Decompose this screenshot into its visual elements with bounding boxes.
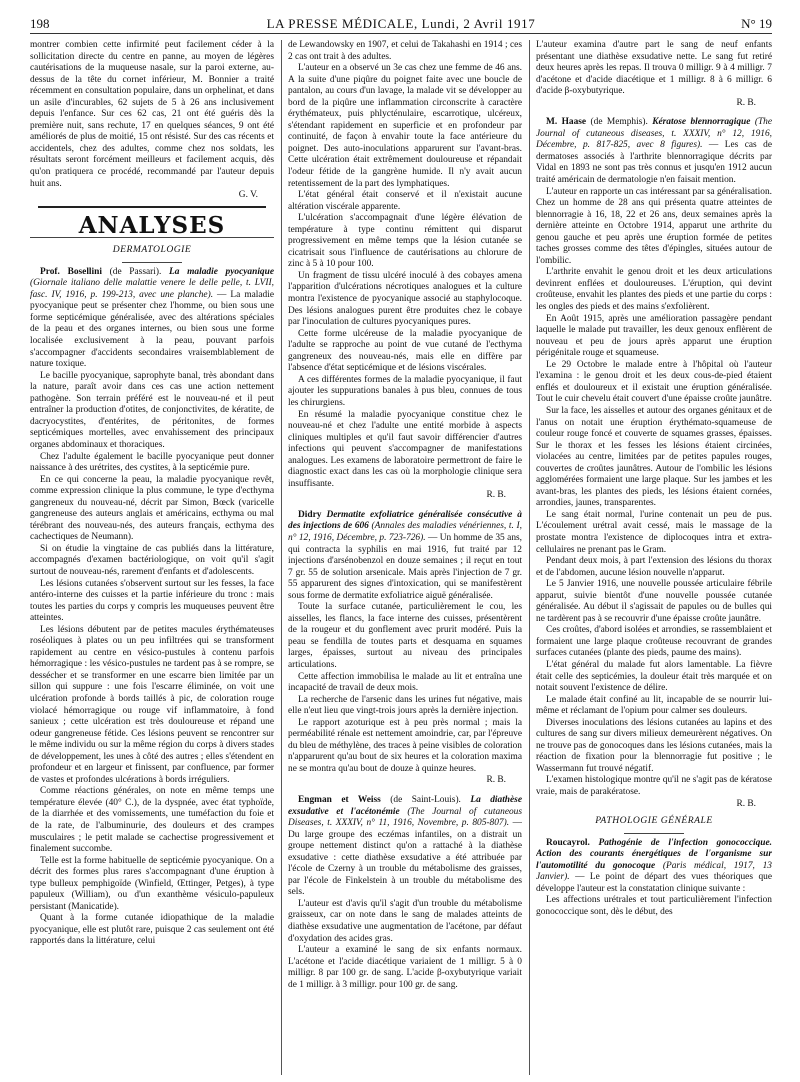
paragraph: L'examen histologique montre qu'il ne s'agit pas de kératose vraie, mais de parakératose. — [536, 775, 772, 797]
column-divider-1 — [281, 40, 282, 1075]
paragraph: Les lésions cutanées s'observent surtout sur les fesses, la face antéro-interne des cuisses et la partie inférieure du tronc : mais toutes les parties du corps y compris les muqueuses peuvent être atteintes. — [30, 578, 274, 624]
paragraph: Les affections urétrales et tout particulièrement l'infection gonococcique sont, dès le début, des — [536, 895, 772, 917]
abstract-text: — Les cas de dermatoses associés à l'arthrite blennorragique décrits par Vidal en 1893 ne sont pas très connus et jusqu'en 1912 aucun traité américain de dermatologie n'en faisait mention. — [536, 140, 772, 186]
reference: (Paris médical, 1917, 13 Janvier). — [536, 860, 772, 883]
paragraph: Sur la face, les aisselles et autour des organes génitaux et de l'anus on notait une éruption érythémato-squameuse de couleur rouge foncé et couverte de squames grasses, épaisses. Sur le thorax et les fesses les lésions étaient circinées, violacées au centre, limitées par de petites papules rouges, couvertes de croûtes jaunâtres. Autour de l'ombilic les lésions agglomérées formaient une large plaque. Sur les jambes et les avant-bras, les plantes des pieds, les lésions étaient cornées, arrondies, jaunes, transparentes. — [536, 405, 772, 509]
column-divider-2 — [529, 40, 530, 1075]
subsection-dermatologie: DERMATOLOGIE — [112, 244, 192, 256]
article-title: La diathèse exsudative et l'acétonémie — [288, 795, 522, 817]
paragraph: Le 5 Janvier 1916, une nouvelle poussée articulaire fébrile apparut, suivie bientôt d'une nouvelle poussée cutanée généralisée. Au début il s'agissait de papules ou de bulles qui ne tardèrent pas à se recouvrir d'une épaisse croûte jaunâtre. — [536, 579, 772, 624]
paragraph: Le bacille pyocyanique, saprophyte banal, très abondant dans la nature, paraît avoir dans ces cas une action nettement pathogène. Son terrain préféré est le nouveau-né et il peut entraîner la production d'otites, de conjonctivites, de kératite, de dacryocystites, d'entérites, de péritonites, de formes septicémiques mortelles, avec envahissement des principaux organes abdominaux et thoraciques. — [30, 370, 274, 450]
paragraph: La recherche de l'arsenic dans les urines fut négative, mais elle n'eut lieu que vingt-trois jours après la dernière injection. — [288, 694, 522, 717]
journal-title: LA PRESSE MÉDICALE, Lundi, 2 Avril 1917 — [266, 16, 536, 31]
paragraph: Le malade était confiné au lit, incapable de se nourrir lui-même et réclamant de l'opium pour calmer ses douleurs. — [536, 694, 772, 717]
paragraph: Comme réactions générales, on note en même temps une température élevée (40° C.), de la dyspnée, avec état typhoïde, de la diarrhée et des vomissements, une tuméfaction du foie et de la rate, de l'albuminurie, des douleurs et des crampes musculaires ; le petit malade se cachectise progressivement et finalement succombe. — [30, 786, 274, 855]
paragraph: Un fragment de tissu ulcéré inoculé à des cobayes amena l'apparition d'ulcérations nécrotiques analogues et la culture montra l'existence de pyocyanique associé au staphylocoque. Des lésions analogues purent être produites chez le cobaye par l'inoculation de cultures pyocyaniques pures. — [288, 270, 522, 328]
header-rule — [30, 33, 772, 34]
signature: R. B. — [486, 775, 506, 786]
signature: R. B. — [736, 97, 756, 108]
column-2 — [288, 40, 522, 1078]
column-3 — [536, 40, 772, 1078]
abstract-text: — Du large groupe des eczémas infantiles, on a distrait un groupe nettement distinct qu'on a rattaché à la diathèse exsudative : cette diathèse exsudative a été attribuée par l'école de Czerny à un trouble du métabolisme des graisses, par l'école de Finkelstein à un trouble du métabolisme des sels. — [288, 818, 522, 898]
paragraph: Quant à la forme cutanée idiopathique de la maladie pyocyanique, elle est plutôt rare, puisque 2 cas seulement ont été rapportés dans la littérature, celui — [30, 913, 274, 947]
abstract-text: — Un homme de 35 ans, qui contracta la syphilis en mai 1916, fut traité par 12 injections d'arsénobenzol en douze semaines ; il reçut en tout 7 gr. 55 de solution arsenicale. Mais après l'injection de 7 gr. 55 apparurent des signes d'intoxication, qui se manifestèrent sous forme de dermatite exfoliatrice aiguë généralisée. — [288, 532, 522, 601]
paragraph: Cette affection immobilisa le malade au lit et entraîna une incapacité de travail de deux mois. — [288, 671, 522, 694]
article-title: La maladie pyocyanique — [169, 266, 274, 277]
intro-paragraph: montrer combien cette infirmité peut facilement céder à la sollicitation directe du centre en panne, au moyen de légères cautérisations de la muqueuse nasale, sur la paroi externe, au-dessus de la tête du cornet inférieur, M. Bonnier a traité récemment en consultation populaire, dans un orphelinat, et dans un asile d'incurables, 62 sujets de 5 à 26 ans inclusivement depuis l'enfance. Sur ces 62 cas, 21 ont été guéris dès la première nuit, sans rechute, 17 en quelques séances, 9 ont été améliorés de plus de moitié, 15 ont résisté. Sur des cas récents et accidentels, chez des adultes, comme chez nos soldats, les résultats seront forcément meilleurs et facilement acquis, dès qu'on pratiquera ce procédé, recommandé par l'auteur depuis huit ans. — [30, 40, 274, 189]
signature: G. V. — [238, 190, 258, 201]
paragraph: Pendant deux mois, à part l'extension des lésions du thorax et de l'abdomen, aucune lésion nouvelle n'apparut. — [536, 556, 772, 578]
paragraph: En résumé la maladie pyocyanique constitue chez le nouveau-né et chez l'adulte une entité morbide à aspects cliniques multiples et qu'il faut savoir différencier d'autres infections qui peuvent s'accompagner de manifestations analogues. Les examens de laboratoire permettront de faire le diagnostic exact dans les cas où la morphologie clinique sera insuffisante. — [288, 409, 522, 489]
issue-number: N° 19 — [741, 16, 772, 31]
paragraph: Le 29 Octobre le malade entre à l'hôpital où l'auteur l'examina : le genou droit et les deux cous-de-pied étaient enflés et douloureux et il existait une éruption généralisée. Tout le cuir chevelu était couvert d'une épaisse croûte jaunâtre. — [536, 359, 772, 405]
abstract-text: — Le point de départ des vues théoriques que développe l'auteur est la constatation clinique suivante : — [536, 872, 772, 894]
abstract-haase — [536, 117, 772, 186]
signature: R. B. — [486, 490, 506, 501]
subsection-pathologie-generale: PATHOLOGIE GÉNÉRALE — [595, 815, 713, 827]
paragraph: de Lewandowsky en 1907, et celui de Takahashi en 1914 ; ces 2 cas ont trait à des adultes. — [288, 40, 522, 62]
paragraph: Chez l'adulte également le bacille pyocyanique peut donner naissance à des urétrites, des cystites, à la septicémie pure. — [30, 451, 274, 474]
author: Didry — [298, 509, 322, 520]
paragraph: En Août 1915, après une amélioration passagère pendant laquelle le malade put travailler, les deux genoux enflèrent de nouveau et peu de jours après apparut une éruption périgénitale rouge et squameuse. — [536, 313, 772, 359]
paragraph: L'arthrite envahit le genou droit et les deux articulations devinrent enflées et douloureuses. L'éruption, qui devint croûteuse, envahit les plantes des pieds et une partie du corps : les ongles des pieds et des mains s'exfolièrent. — [536, 267, 772, 313]
signature: R. B. — [736, 798, 756, 809]
abstract-bosellini — [30, 267, 274, 371]
divider — [38, 206, 266, 208]
paragraph: L'auteur a examiné le sang de six enfants normaux. L'acétone et l'acide diacétique variaient de 1 milligr. 5 à 0 milligr. 8 par 100 gr. de sang. L'acide β-oxybutyrique variait de 1 milligr. à 3 milligr. pour 100 gr. de sang. — [288, 945, 522, 990]
reference: (The Journal of cutaneous diseases, t. XXXIV, n° 12, 1916, Décembre, p. 817-825, avec 8 figures). — [536, 117, 772, 151]
paragraph: Si on étudie la vingtaine de cas publiés dans la littérature, accompagnés d'examen bactériologique, on voit qu'il s'agit surtout de nouveau-nés, rarement d'enfants et d'adolescents. — [30, 543, 274, 577]
reference: (The Journal of cutaneous Diseases, t. XXXIV, n° 11, 1916, Novembre, p. 805-807). — [288, 806, 522, 829]
divider — [122, 262, 182, 263]
article-title: Kératose blennorragique — [652, 117, 751, 128]
author: Roucayrol. — [546, 837, 590, 848]
abstract-text: — La maladie pyocyanique peut se présenter chez l'homme, ou bien sous une forme septicémique généralisée, avec des altérations spéciales de la peau et des organes internes, ou bien sous une forme localisée exclusivement à la peau, pouvant parfois s'accompagner d'accidents secondaires vraisemblablement de nature toxique. — [30, 289, 274, 370]
column-1 — [30, 40, 274, 1078]
reference: (Annales des maladies vénériennes, t. I, n° 12, 1916, Décembre, p. 723-726). — [288, 521, 522, 543]
paragraph: A ces différentes formes de la maladie pyocyanique, il faut ajouter les suppurations banales à pus bleu, connues de tous les chirurgiens. — [288, 374, 522, 408]
paragraph: En ce qui concerne la peau, la maladie pyocyanique revêt, comme expression clinique la plus commune, le type d'ecthyma gangreneux du nouveau-né, décrit par Simon, Bœck (varicelle gangreneuse des auteurs anglais et américains, ecthyma ou mal térébrant des nouveau-nés, des auteurs français, ecthyma des cachectiques de Neumann). — [30, 474, 274, 543]
author-place: (de Passari). — [101, 266, 170, 277]
paragraph: Le sang était normal, l'urine contenait un peu de pus. L'écoulement urétral avait cessé, mais le massage de la prostate montra l'existence de diplocoques intra et extra-cellulaires ne prenant pas le Gram. — [536, 509, 772, 555]
divider — [624, 833, 684, 834]
author: Prof. Bosellini — [40, 266, 102, 277]
abstract-engman-weiss — [288, 795, 522, 899]
paragraph: L'auteur en a observé un 3e cas chez une femme de 46 ans. A la suite d'une piqûre du poignet faite avec une boucle de pantalon, au cours d'un lavage, la malade vit se développer au bord de la piqûre une inflammation circonscrite à caractère érythémateux, puis phlycténulaire, escarrotique, ulcéreux, s'étendant rapidement en superficie et en profondeur par continuité, de façon à envahir toute la face antérieure du poignet. Des auto-inoculations apparurent sur l'avant-bras. Cette ulcération était extrêmement douloureuse et répandait l'odeur fétide de la gangrène humide. Il n'y avait aucun retentissement de la part des lymphatiques. — [288, 63, 522, 189]
paragraph: Les lésions débutent par de petites macules érythémateuses roséoliques à plates ou un peu infiltrées qui se transforment rapidement au centre en vésico-pustules à contenu parfois hémorragique : les vésico-pustules ne tardent pas à se rompre, se dessécher et se transformer en une escarre bien limitée par un sillon qui suppure : une fois l'escarre éliminée, on voit une ulcération profonde à bords taillés à pic, de coloration rouge violacé hémorragique ou rouge vif inflammatoire, à fond sanieux ; cette ulcération est très douloureuse et répand une odeur gangreneuse fétide. Ces lésions peuvent se rencontrer sur le même individu ou sur la même région du corps à divers stades de développement, les unes à côté des autres ; elles s'étendent en profondeur et en largeur et finissent, par confluence, par former de vastes et profondes ulcérations à bords irréguliers. — [30, 624, 274, 785]
paragraph: L'auteur examina d'autre part le sang de neuf enfants présentant une diathèse exsudative nette. Le sang fut retiré deux heures après les repas. Il trouva 0 milligr. 9 à 4 milligr. 7 d'acétone et d'acide diacétique et 1 milligr. 8 à 6 milligr. 6 d'acide β-oxybutyrique. — [536, 40, 772, 97]
author: Engman et Weiss — [298, 795, 381, 805]
paragraph: Telle est la forme habituelle de septicémie pyocyanique. On a décrit des formes plus rares s'accompagnant d'une éruption à type bulleux pemphigoïde (Winfield, Œttinger, Petges), à type papuleux (William), ou d'un exanthème vésiculo-papuleux persistant (Manicatide). — [30, 855, 274, 912]
article-title: Pathogénie de l'infection gonococcique. Action des courants énergétiques de l'organisme sur l'automotilité du gonocoque — [536, 837, 772, 871]
reference: (Giornale italiano delle malattie venere le delle pelle, t. LVII, fasc. IV, 1916, p. 199-213, avec une planche). — [30, 278, 274, 300]
paragraph: L'état général du malade fut alors lamentable. La fièvre était celle des septicémies, la douleur était très marquée et on notait souvent l'existence de délire. — [536, 659, 772, 694]
article-title: Dermatite exfoliatrice généralisée consécutive à des injections de 606 — [288, 509, 522, 532]
paragraph: L'ulcération s'accompagnait d'une légère élévation de température à type continu rémittent qui disparut progressivement en même temps que la lésion cutanée se cicatrisait sous l'influence de cautérisations au chlorure de zinc à 5 à 10 pour 100. — [288, 213, 522, 270]
paragraph: L'auteur en rapporte un cas intéressant par sa généralisation. Chez un homme de 28 ans qui présenta quatre atteintes de blennorragie à 16, 18, 22 et 26 ans, deux semaines après la dernière atteinte en Octobre 1914, apparut une arthrite du genou gauche et peu après une éruption formée de petites taches grosses comme des têtes d'épingles, situées autour de l'ombilic. — [536, 186, 772, 266]
paragraph: Diverses inoculations des lésions cutanées au lapins et des cultures de sang sur divers milieux demeurèrent négatives. On ne trouve pas de gonocoques dans les lésions cutanées, mais la réaction de fixation pour la blennorragie fut positive ; le Wassermann fut trouvé négatif. — [536, 717, 772, 774]
paragraph: Ces croûtes, d'abord isolées et arrondies, se rassemblaient et formaient une large plaque croûteuse recouvrant de grandes surfaces cutanées (plante des pieds, paume des mains). — [536, 625, 772, 659]
paragraph: Cette forme ulcéreuse de la maladie pyocyanique de l'adulte se rapproche au point de vue cutané de l'ecthyma gangreneux des nouveau-nés, mais elle en diffère par l'absence d'état septicémique et de lésions viscérales. — [288, 328, 522, 374]
paragraph: L'auteur est d'avis qu'il s'agit d'un trouble du métabolisme graisseux, car on note dans le sang de malades atteints de diathèse exsudative une augmentation de l'acétone, par défaut d'oxydation des acides gras. — [288, 898, 522, 944]
author: M. Haase — [546, 117, 587, 128]
paragraph: Toute la surface cutanée, particulièrement le cou, les aisselles, les flancs, la face interne des cuisses, présentèrent de la rougeur et du gonflement avec prurit modéré. Puis la peau se fendilla de toutes parts et desquama en squames larges, épaisses, surtout au niveau des principales articulations. — [288, 602, 522, 670]
paragraph: Le rapport azoturique est à peu près normal ; mais la perméabilité rénale est nettement amoindrie, car, par l'épreuve du bleu de méthylène, des traces à peine visibles de coloration n'apparurent qu'au bout de six heures et la coloration maxima ne se montra qu'au bout de douze à quinze heures. — [288, 717, 522, 774]
abstract-roucayrol — [536, 838, 772, 896]
author-place: (de Memphis). — [586, 117, 653, 128]
author-place: (de Saint-Louis). — [380, 795, 471, 805]
paragraph: L'état général était conservé et il n'existait aucune altération viscérale apparente. — [288, 190, 522, 212]
abstract-didry — [288, 510, 522, 602]
page-number: 198 — [30, 16, 50, 31]
section-heading-analyses: ANALYSES — [78, 211, 226, 239]
